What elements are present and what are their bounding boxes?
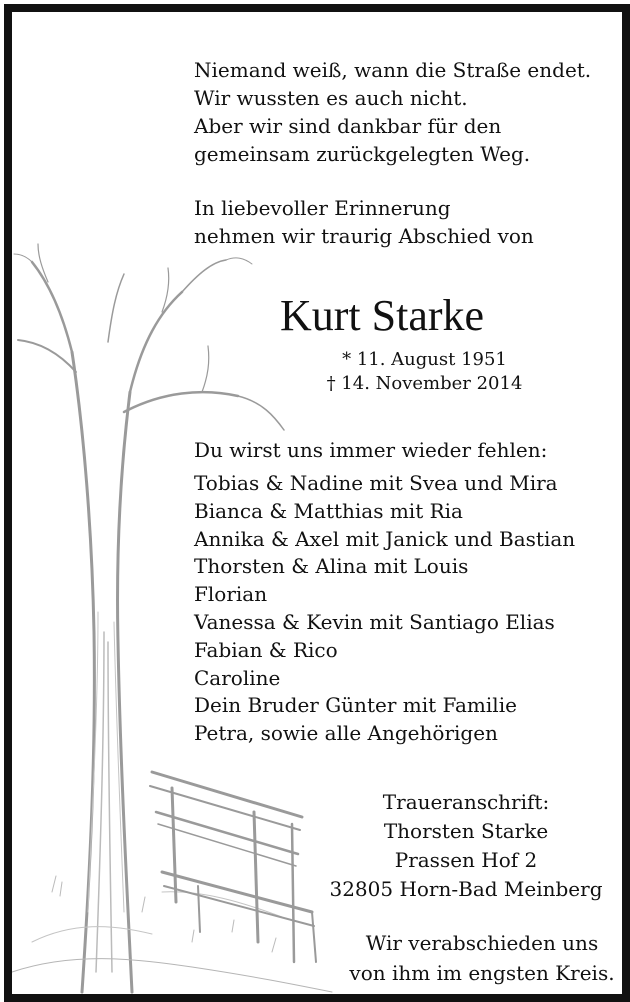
farewell-line: Wir verabschieden uns bbox=[365, 931, 599, 955]
quote-line: Aber wir sind dankbar für den bbox=[194, 114, 502, 138]
address-name: Thorsten Starke bbox=[383, 819, 549, 843]
survivors-list bbox=[194, 470, 575, 748]
address-city: 32805 Horn-Bad Meinberg bbox=[329, 877, 603, 901]
survivor-entry: Petra, sowie alle Angehörigen bbox=[194, 721, 498, 746]
survivor-entry: Florian bbox=[194, 582, 268, 607]
survivor-entry: Dein Bruder Günter mit Familie bbox=[194, 693, 517, 718]
quote-line: Wir wussten es auch nicht. bbox=[194, 86, 468, 110]
death-date: † 14. November 2014 bbox=[326, 373, 523, 394]
survivor-entry: Vanessa & Kevin mit Santiago Elias bbox=[194, 609, 555, 634]
survivor-entry: Fabian & Rico bbox=[194, 637, 338, 662]
survivor-entry: Thorsten & Alina mit Louis bbox=[194, 554, 469, 579]
quote-line: Niemand weiß, wann die Straße endet. bbox=[194, 58, 592, 82]
birth-date: * 11. August 1951 bbox=[342, 349, 507, 370]
survivor-entry: Bianca & Matthias mit Ria bbox=[194, 498, 463, 523]
missing-you-line: Du wirst uns immer wieder fehlen: bbox=[194, 438, 548, 462]
farewell-line: von ihm im engsten Kreis. bbox=[349, 961, 615, 985]
mourning-address bbox=[316, 788, 616, 904]
survivor-entry: Caroline bbox=[194, 665, 281, 690]
farewell-note bbox=[342, 928, 622, 988]
obituary-notice bbox=[4, 4, 630, 1002]
life-dates bbox=[312, 348, 537, 396]
intro-line: In liebevoller Erinnerung bbox=[194, 196, 451, 220]
intro-text bbox=[194, 194, 534, 250]
memorial-quote bbox=[194, 56, 591, 168]
deceased-name: Kurt Starke bbox=[280, 291, 485, 340]
address-street: Prassen Hof 2 bbox=[394, 848, 538, 872]
intro-line: nehmen wir traurig Abschied von bbox=[194, 224, 534, 248]
survivor-entry: Annika & Axel mit Janick und Bastian bbox=[194, 526, 576, 551]
quote-line: gemeinsam zurückgelegten Weg. bbox=[194, 142, 531, 166]
address-heading: Traueranschrift: bbox=[382, 790, 550, 814]
survivor-entry: Tobias & Nadine mit Svea und Mira bbox=[194, 471, 558, 495]
